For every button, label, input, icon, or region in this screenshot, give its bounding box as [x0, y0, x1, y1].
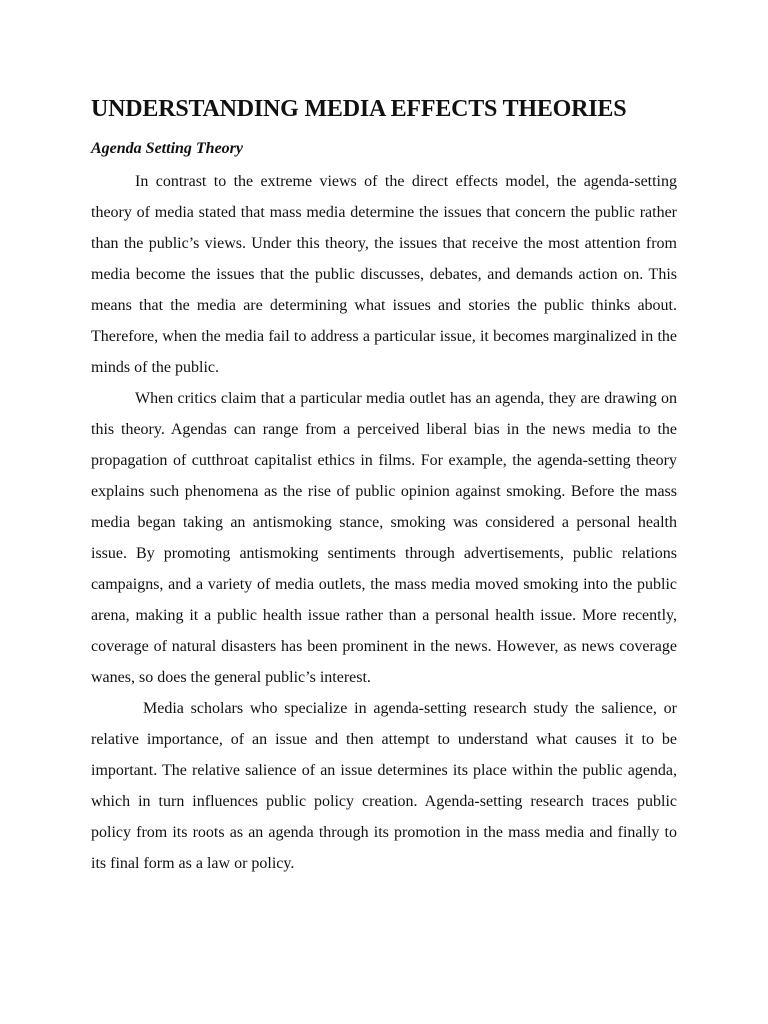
paragraph-2: When critics claim that a particular media outlet has an agenda, they are drawing on this theory. Agendas can range from a perceived liberal bias in the news media to the propagation of cutthroat capitalist ethics in films. For example, the agenda-setting theory explains such phenomena as the rise of public opinion against smoking. Before the mass media began taking an antismoking stance, smoking was considered a personal health issue. By promoting antismoking sentiments through advertisements, public relations campaigns, and a variety of media outlets, the mass media moved smoking into the public arena, making it a public health issue rather than a personal health issue. More recently, coverage of natural disasters has been prominent in the news. However, as news coverage wanes, so does the general public’s interest. — [91, 390, 677, 686]
section-heading: Agenda Setting Theory — [91, 140, 244, 157]
paragraph-1: In contrast to the extreme views of the direct effects model, the agenda-setting theory of media stated that mass media determine the issues that concern the public rather than the public’s views. Under this theory, the issues that receive the most attention from media become the issues that the public discusses, debates, and demands action on. This means that the media are determining what issues and stories the public thinks about. Therefore, when the media fail to address a particular issue, it becomes marginalized in the minds of the public. — [91, 173, 677, 376]
document-page — [91, 92, 677, 879]
document-title: UNDERSTANDING MEDIA EFFECTS THEORIES — [91, 96, 627, 122]
paragraph-3: Media scholars who specialize in agenda-setting research study the salience, or relative importance, of an issue and then attempt to understand what causes it to be important. The relative salience of an issue determines its place within the public agenda, which in turn influences public policy creation. Agenda-setting research traces public policy from its roots as an agenda through its promotion in the mass media and finally to its final form as a law or policy. — [91, 700, 677, 872]
